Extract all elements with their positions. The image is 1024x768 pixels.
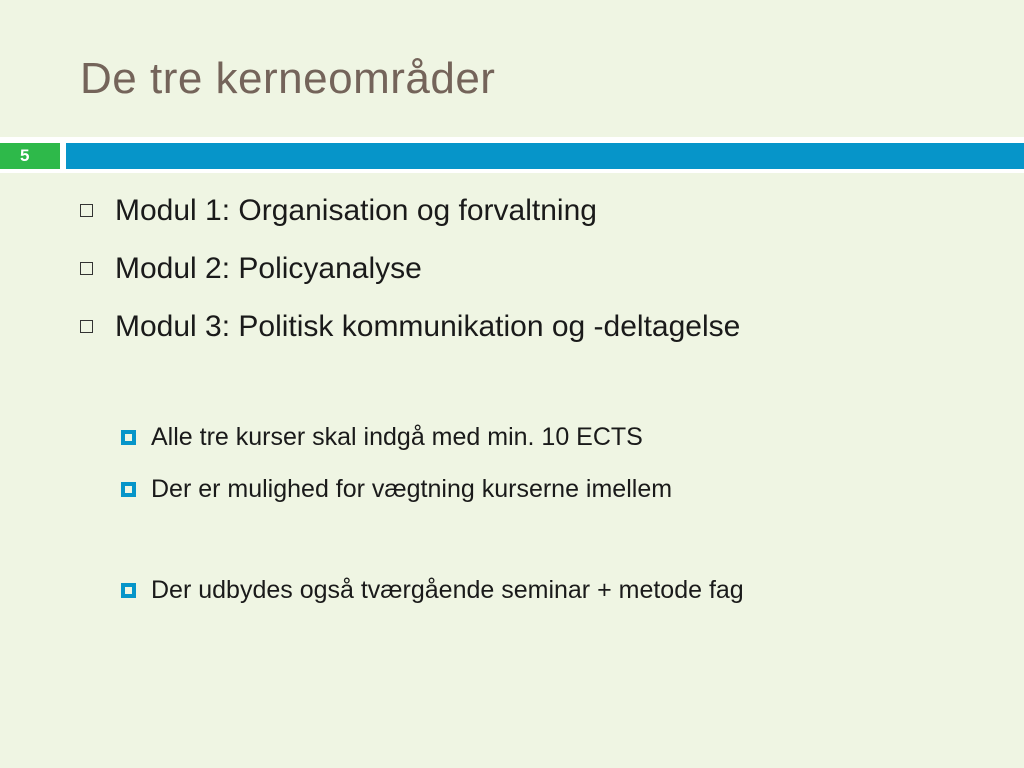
subbullet-text: Alle tre kurser skal indgå med min. 10 ECTS	[151, 423, 643, 451]
filled-square-bullet-icon	[121, 482, 136, 497]
bullet-text: Modul 2: Policyanalyse	[115, 252, 422, 285]
hollow-square-bullet-icon	[80, 262, 93, 275]
hollow-square-bullet-icon	[80, 204, 93, 217]
bullet-text: Modul 3: Politisk kommunikation og -deltagelse	[115, 310, 741, 343]
slide-number-box	[0, 143, 60, 169]
filled-square-bullet-icon	[121, 430, 136, 445]
subbullet-text: Der udbydes også tværgående seminar + metode fag	[151, 576, 744, 604]
bullet-text: Modul 1: Organisation og forvaltning	[115, 194, 597, 227]
slide-number: 5	[20, 146, 30, 165]
accent-bar	[66, 143, 1024, 169]
hollow-square-bullet-icon	[80, 320, 93, 333]
slide-title: De tre kerneområder	[80, 54, 496, 103]
subbullet-text: Der er mulighed for vægtning kurserne imellem	[151, 475, 673, 503]
filled-square-bullet-icon	[121, 583, 136, 598]
